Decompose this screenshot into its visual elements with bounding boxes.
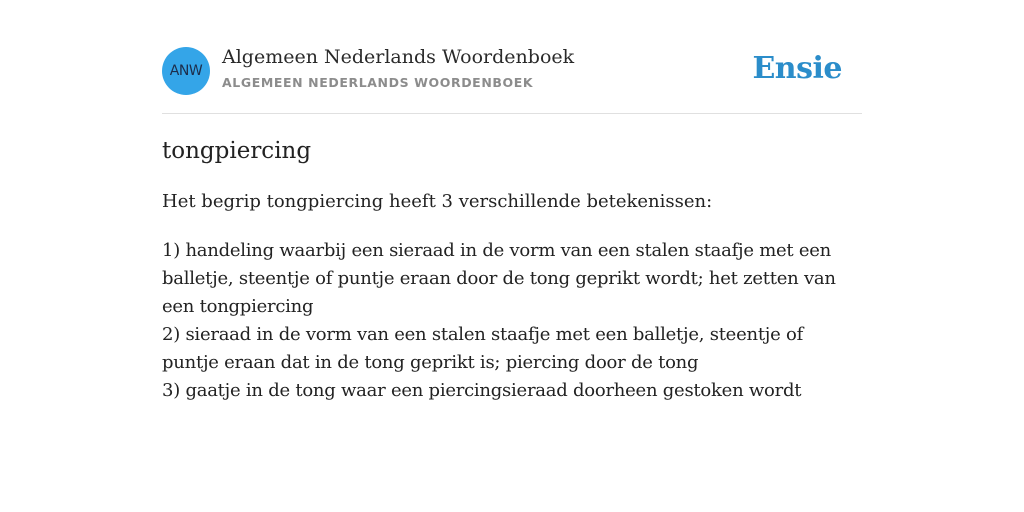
- definition-item: 1) handeling waarbij een sieraad in de vorm van een stalen staafje met een balletje, steentje of puntje eraan door de tong geprikt wordt; het zetten van een tongpiercing: [162, 240, 836, 317]
- definition-item: 2) sieraad in de vorm van een stalen staafje met een balletje, steentje of puntje eraan dat in de tong geprikt is; piercing door de tong: [162, 324, 804, 373]
- ensie-logo[interactable]: Ensie: [752, 51, 842, 86]
- entry-intro: Het begrip tongpiercing heeft 3 verschillende betekenissen:: [162, 191, 713, 212]
- entry-word: tongpiercing: [162, 138, 312, 164]
- source-header: [162, 46, 862, 96]
- definitions-list: [162, 237, 862, 405]
- source-title[interactable]: Algemeen Nederlands Woordenboek: [222, 46, 575, 68]
- anw-logo-text: ANW: [169, 63, 203, 79]
- definition-item: 3) gaatje in de tong waar een piercingsieraad doorheen gestoken wordt: [162, 380, 802, 401]
- source-subtitle: ALGEMEEN NEDERLANDS WOORDENBOEK: [222, 75, 534, 90]
- source-avatar[interactable]: [162, 47, 210, 95]
- header-divider: [162, 113, 862, 114]
